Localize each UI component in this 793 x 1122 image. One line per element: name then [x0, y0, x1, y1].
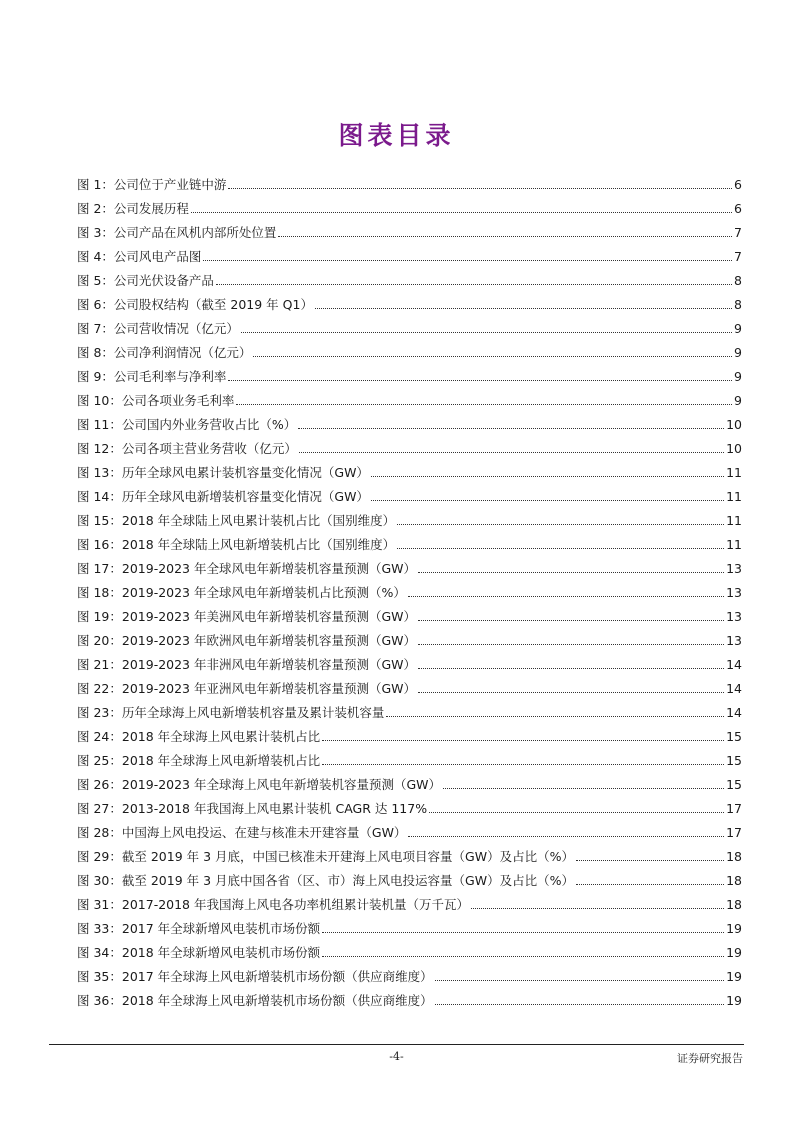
toc-entry[interactable] [77, 245, 742, 269]
toc-dot-leader [241, 331, 732, 333]
toc-entry-page[interactable]: 15 [726, 753, 742, 768]
toc-entry[interactable] [77, 461, 742, 485]
toc-entry-page[interactable]: 13 [726, 633, 742, 648]
toc-dot-leader [236, 403, 732, 405]
toc-dot-leader [397, 547, 724, 549]
toc-entry[interactable] [77, 413, 742, 437]
toc-entry-page[interactable]: 6 [734, 201, 742, 216]
toc-entry-label[interactable]: 图 30：截至 2019 年 3 月底中国各省（区、市）海上风电投运容量（GW）及占比（%） [77, 873, 574, 888]
toc-entry-page[interactable]: 7 [734, 249, 742, 264]
toc-entry[interactable] [77, 437, 742, 461]
toc-entry-label[interactable]: 图 33：2017 年全球新增风电装机市场份额 [77, 921, 321, 936]
toc-entry-label[interactable]: 图 12：公司各项主营业务营收（亿元） [77, 441, 297, 456]
footer-brand-label: 证券研究报告 [677, 1052, 743, 1065]
toc-dot-leader [228, 379, 732, 381]
toc-dot-leader [298, 427, 724, 429]
toc-entry-page[interactable]: 11 [726, 465, 742, 480]
toc-entry-page[interactable]: 17 [726, 825, 742, 840]
toc-entry-label[interactable]: 图 36：2018 年全球海上风电新增装机市场份额（供应商维度） [77, 993, 433, 1008]
toc-entry-label[interactable]: 图 4：公司风电产品图 [77, 249, 202, 264]
toc-dot-leader [322, 931, 724, 933]
toc-entry-label[interactable]: 图 23：历年全球海上风电新增装机容量及累计装机容量 [77, 705, 385, 720]
toc-dot-leader [253, 355, 732, 357]
toc-entry-page[interactable]: 9 [734, 393, 742, 408]
toc-entry-page[interactable]: 6 [734, 177, 742, 192]
toc-entry[interactable] [77, 509, 742, 533]
toc-entry-label[interactable]: 图 3：公司产品在风机内部所处位置 [77, 225, 277, 240]
toc-entry-label[interactable]: 图 31：2017-2018 年我国海上风电各功率机组累计装机量（万千瓦） [77, 897, 469, 912]
toc-entry[interactable] [77, 965, 742, 989]
toc-dot-leader [418, 571, 724, 573]
toc-entry[interactable] [77, 701, 742, 725]
toc-dot-leader [471, 907, 724, 909]
toc-entry-page[interactable]: 9 [734, 369, 742, 384]
toc-dot-leader [322, 739, 724, 741]
toc-entry-page[interactable]: 19 [726, 969, 742, 984]
toc-entry-page[interactable]: 18 [726, 897, 742, 912]
toc-dot-leader [228, 187, 732, 189]
toc-entry[interactable] [77, 629, 742, 653]
toc-entry-page[interactable]: 13 [726, 585, 742, 600]
toc-entry[interactable] [77, 677, 742, 701]
toc-entry[interactable] [77, 941, 742, 965]
toc-entry-page[interactable]: 14 [726, 705, 742, 720]
toc-entry-label[interactable]: 图 35：2017 年全球海上风电新增装机市场份额（供应商维度） [77, 969, 433, 984]
toc-entry[interactable] [77, 845, 742, 869]
toc-entry-page[interactable]: 11 [726, 489, 742, 504]
toc-entry-label[interactable]: 图 10：公司各项业务毛利率 [77, 393, 235, 408]
toc-entry-label[interactable]: 图 5：公司光伏设备产品 [77, 273, 214, 288]
toc-dot-leader [322, 955, 724, 957]
toc-entry-page[interactable]: 15 [726, 777, 742, 792]
toc-entry-label[interactable]: 图 27：2013-2018 年我国海上风电累计装机 CAGR 达 117% [77, 801, 428, 816]
toc-entry-page[interactable]: 19 [726, 993, 742, 1008]
toc-entry-label[interactable]: 图 11：公司国内外业务营收占比（%） [77, 417, 297, 432]
toc-dot-leader [278, 235, 732, 237]
toc-dot-leader [576, 859, 724, 861]
toc-entry[interactable] [77, 293, 742, 317]
table-of-figures [77, 173, 742, 1013]
toc-entry[interactable] [77, 725, 742, 749]
toc-entry[interactable] [77, 221, 742, 245]
toc-dot-leader [429, 811, 724, 813]
toc-entry-page[interactable]: 8 [734, 273, 742, 288]
toc-entry[interactable] [77, 557, 742, 581]
toc-entry[interactable] [77, 581, 742, 605]
toc-dot-leader [315, 307, 732, 309]
toc-entry[interactable] [77, 269, 742, 293]
toc-entry[interactable] [77, 389, 742, 413]
toc-dot-leader [191, 211, 732, 213]
toc-dot-leader [322, 763, 724, 765]
page-title: 图表目录 [338, 121, 455, 150]
toc-entry[interactable] [77, 869, 742, 893]
toc-dot-leader [408, 835, 724, 837]
toc-dot-leader [418, 643, 724, 645]
toc-entry-label[interactable]: 图 19：2019-2023 年美洲风电年新增装机容量预测（GW） [77, 609, 417, 624]
toc-dot-leader [435, 979, 724, 981]
toc-entry-label[interactable]: 图 28：中国海上风电投运、在建与核准未开建容量（GW） [77, 825, 407, 840]
toc-entry[interactable] [77, 749, 742, 773]
toc-entry-page[interactable]: 10 [726, 417, 742, 432]
toc-dot-leader [216, 283, 732, 285]
toc-entry-label[interactable]: 图 7：公司营收情况（亿元） [77, 321, 239, 336]
toc-dot-leader [203, 259, 732, 261]
footer-page-number: -4- [389, 1050, 404, 1063]
toc-entry-page[interactable]: 7 [734, 225, 742, 240]
toc-dot-leader [418, 667, 724, 669]
footer-divider [49, 1044, 744, 1045]
toc-dot-leader [299, 451, 724, 453]
toc-entry-label[interactable]: 图 34：2018 年全球新增风电装机市场份额 [77, 945, 321, 960]
toc-entry-label[interactable]: 图 14：历年全球风电新增装机容量变化情况（GW） [77, 489, 369, 504]
toc-dot-leader [386, 715, 724, 717]
toc-entry-page[interactable]: 10 [726, 441, 742, 456]
toc-entry-page[interactable]: 19 [726, 945, 742, 960]
toc-entry-page[interactable]: 18 [726, 873, 742, 888]
toc-entry[interactable] [77, 653, 742, 677]
toc-entry-label[interactable]: 图 25：2018 年全球海上风电新增装机占比 [77, 753, 321, 768]
toc-dot-leader [418, 691, 724, 693]
toc-entry[interactable] [77, 989, 742, 1013]
toc-entry[interactable] [77, 797, 742, 821]
toc-entry-label[interactable]: 图 16：2018 年全球陆上风电新增装机占比（国别维度） [77, 537, 396, 552]
toc-entry[interactable] [77, 917, 742, 941]
toc-entry[interactable] [77, 197, 742, 221]
toc-entry[interactable] [77, 893, 742, 917]
toc-entry[interactable] [77, 173, 742, 197]
toc-entry[interactable] [77, 317, 742, 341]
toc-dot-leader [418, 619, 724, 621]
toc-entry-page[interactable]: 18 [726, 849, 742, 864]
toc-entry-label[interactable]: 图 21：2019-2023 年非洲风电年新增装机容量预测（GW） [77, 657, 417, 672]
toc-entry-page[interactable]: 13 [726, 561, 742, 576]
toc-dot-leader [443, 787, 724, 789]
toc-entry[interactable] [77, 533, 742, 557]
toc-entry-page[interactable]: 11 [726, 513, 742, 528]
toc-entry[interactable] [77, 365, 742, 389]
toc-entry-page[interactable]: 9 [734, 321, 742, 336]
toc-entry-page[interactable]: 11 [726, 537, 742, 552]
toc-entry-label[interactable]: 图 2：公司发展历程 [77, 201, 189, 216]
toc-entry-page[interactable]: 17 [726, 801, 742, 816]
toc-dot-leader [408, 595, 724, 597]
toc-entry-label[interactable]: 图 18：2019-2023 年全球风电年新增装机占比预测（%） [77, 585, 406, 600]
toc-entry-label[interactable]: 图 9：公司毛利率与净利率 [77, 369, 227, 384]
toc-entry-page[interactable]: 13 [726, 609, 742, 624]
toc-entry-label[interactable]: 图 13：历年全球风电累计装机容量变化情况（GW） [77, 465, 369, 480]
toc-entry-label[interactable]: 图 24：2018 年全球海上风电累计装机占比 [77, 729, 321, 744]
toc-dot-leader [435, 1003, 724, 1005]
toc-entry[interactable] [77, 341, 742, 365]
toc-entry-label[interactable]: 图 17：2019-2023 年全球风电年新增装机容量预测（GW） [77, 561, 417, 576]
toc-entry-page[interactable]: 15 [726, 729, 742, 744]
toc-entry-label[interactable]: 图 22：2019-2023 年亚洲风电年新增装机容量预测（GW） [77, 681, 417, 696]
toc-dot-leader [576, 883, 724, 885]
toc-entry-page[interactable]: 9 [734, 345, 742, 360]
toc-dot-leader [397, 523, 724, 525]
toc-entry-label[interactable]: 图 15：2018 年全球陆上风电累计装机占比（国别维度） [77, 513, 396, 528]
toc-entry-page[interactable]: 14 [726, 657, 742, 672]
toc-entry[interactable] [77, 605, 742, 629]
toc-entry-page[interactable]: 19 [726, 921, 742, 936]
toc-entry-label[interactable]: 图 29：截至 2019 年 3 月底，中国已核准未开建海上风电项目容量（GW）及占比（%） [77, 849, 574, 864]
toc-entry-label[interactable]: 图 6：公司股权结构（截至 2019 年 Q1） [77, 297, 313, 312]
toc-entry-label[interactable]: 图 8：公司净利润情况（亿元） [77, 345, 252, 360]
toc-entry-page[interactable]: 14 [726, 681, 742, 696]
toc-entry-label[interactable]: 图 20：2019-2023 年欧洲风电年新增装机容量预测（GW） [77, 633, 417, 648]
toc-dot-leader [371, 499, 724, 501]
toc-entry-page[interactable]: 8 [734, 297, 742, 312]
toc-entry[interactable] [77, 821, 742, 845]
toc-entry[interactable] [77, 485, 742, 509]
toc-entry[interactable] [77, 773, 742, 797]
toc-entry-label[interactable]: 图 26：2019-2023 年全球海上风电年新增装机容量预测（GW） [77, 777, 442, 792]
toc-entry-label[interactable]: 图 1：公司位于产业链中游 [77, 177, 227, 192]
toc-dot-leader [371, 475, 724, 477]
